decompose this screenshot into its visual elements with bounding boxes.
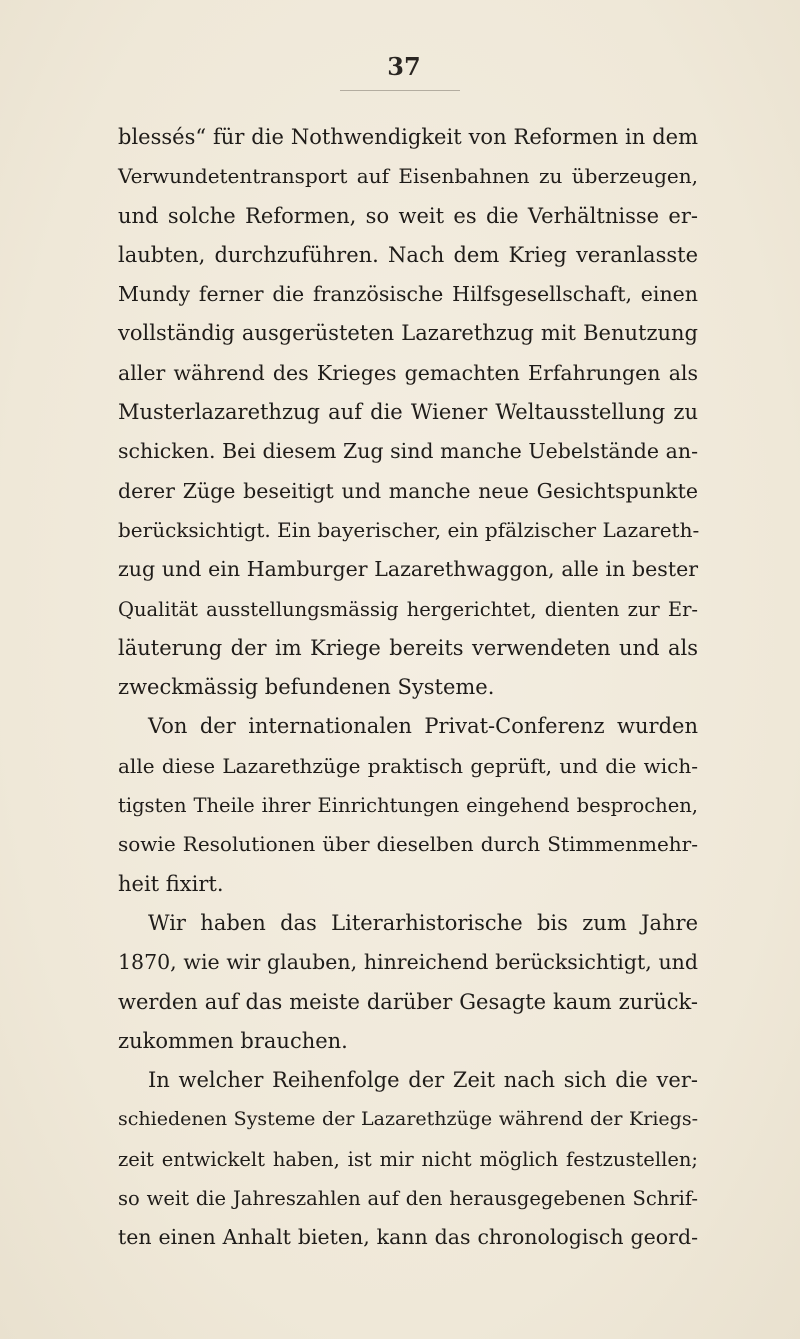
text-line: schicken. Bei diesem Zug sind manche Uebelstände an- (118, 439, 698, 464)
text-line: zukommen brauchen. (118, 1028, 348, 1053)
text-line: und solche Reformen, so weit es die Verhältnisse er- (118, 203, 698, 228)
text-line: schiedenen Systeme der Lazarethzüge während der Kriegs- (118, 1108, 698, 1131)
text-line: werden auf das meiste darüber Gesagte kaum zurück- (118, 989, 698, 1014)
text-line: ten einen Anhalt bieten, kann das chronologisch geord- (118, 1225, 698, 1250)
header-rule (340, 90, 460, 91)
text-line: so weit die Jahreszahlen auf den herausgegebenen Schrif- (118, 1187, 698, 1211)
text-line: zug und ein Hamburger Lazarethwaggon, alle in bester (118, 557, 698, 582)
text-line: tigsten Theile ihrer Einrichtungen eingehend besprochen, (118, 794, 698, 818)
text-line: Von der internationalen Privat-Conferenz wurden (148, 714, 698, 739)
text-line: Musterlazarethzug auf die Wiener Weltausstellung zu (118, 400, 698, 425)
text-line: zweckmässig befundenen Systeme. (118, 675, 495, 700)
text-line: derer Züge beseitigt und manche neue Gesichtspunkte (118, 478, 698, 503)
text-line: läuterung der im Kriege bereits verwendeten und als (118, 635, 698, 660)
page-number: 37 (387, 52, 421, 81)
text-line: blessés“ für die Nothwendigkeit von Reformen in dem (118, 125, 698, 149)
text-line: alle diese Lazarethzüge praktisch geprüft, und die wich- (118, 753, 698, 778)
text-line: Mundy ferner die französische Hilfsgesellschaft, einen (118, 282, 698, 307)
text-line: Verwundetentransport auf Eisenbahnen zu überzeugen, (118, 164, 698, 189)
text-line: sowie Resolutionen über dieselben durch Stimmenmehr- (118, 832, 698, 857)
text-line: Wir haben das Literarhistorische bis zum Jahre (148, 910, 698, 935)
text-line: aller während des Krieges gemachten Erfahrungen als (118, 360, 698, 385)
text-line: heit fixirt. (118, 871, 224, 896)
text-line: Qualität ausstellungsmässig hergerichtet, dienten zur Er- (118, 597, 698, 621)
text-line: In welcher Reihenfolge der Zeit nach sich die ver- (148, 1068, 698, 1093)
text-line: laubten, durchzuführen. Nach dem Krieg veranlasste (118, 242, 698, 267)
text-line: berücksichtigt. Ein bayerischer, ein pfälzischer Lazareth- (118, 517, 700, 542)
text-line: 1870, wie wir glauben, hinreichend berücksichtigt, und (118, 950, 698, 975)
body-text (118, 118, 698, 1258)
text-line: zeit entwickelt haben, ist mir nicht möglich festzustellen; (118, 1147, 698, 1171)
text-line: vollständig ausgerüsteten Lazarethzug mit Benutzung (118, 321, 698, 346)
